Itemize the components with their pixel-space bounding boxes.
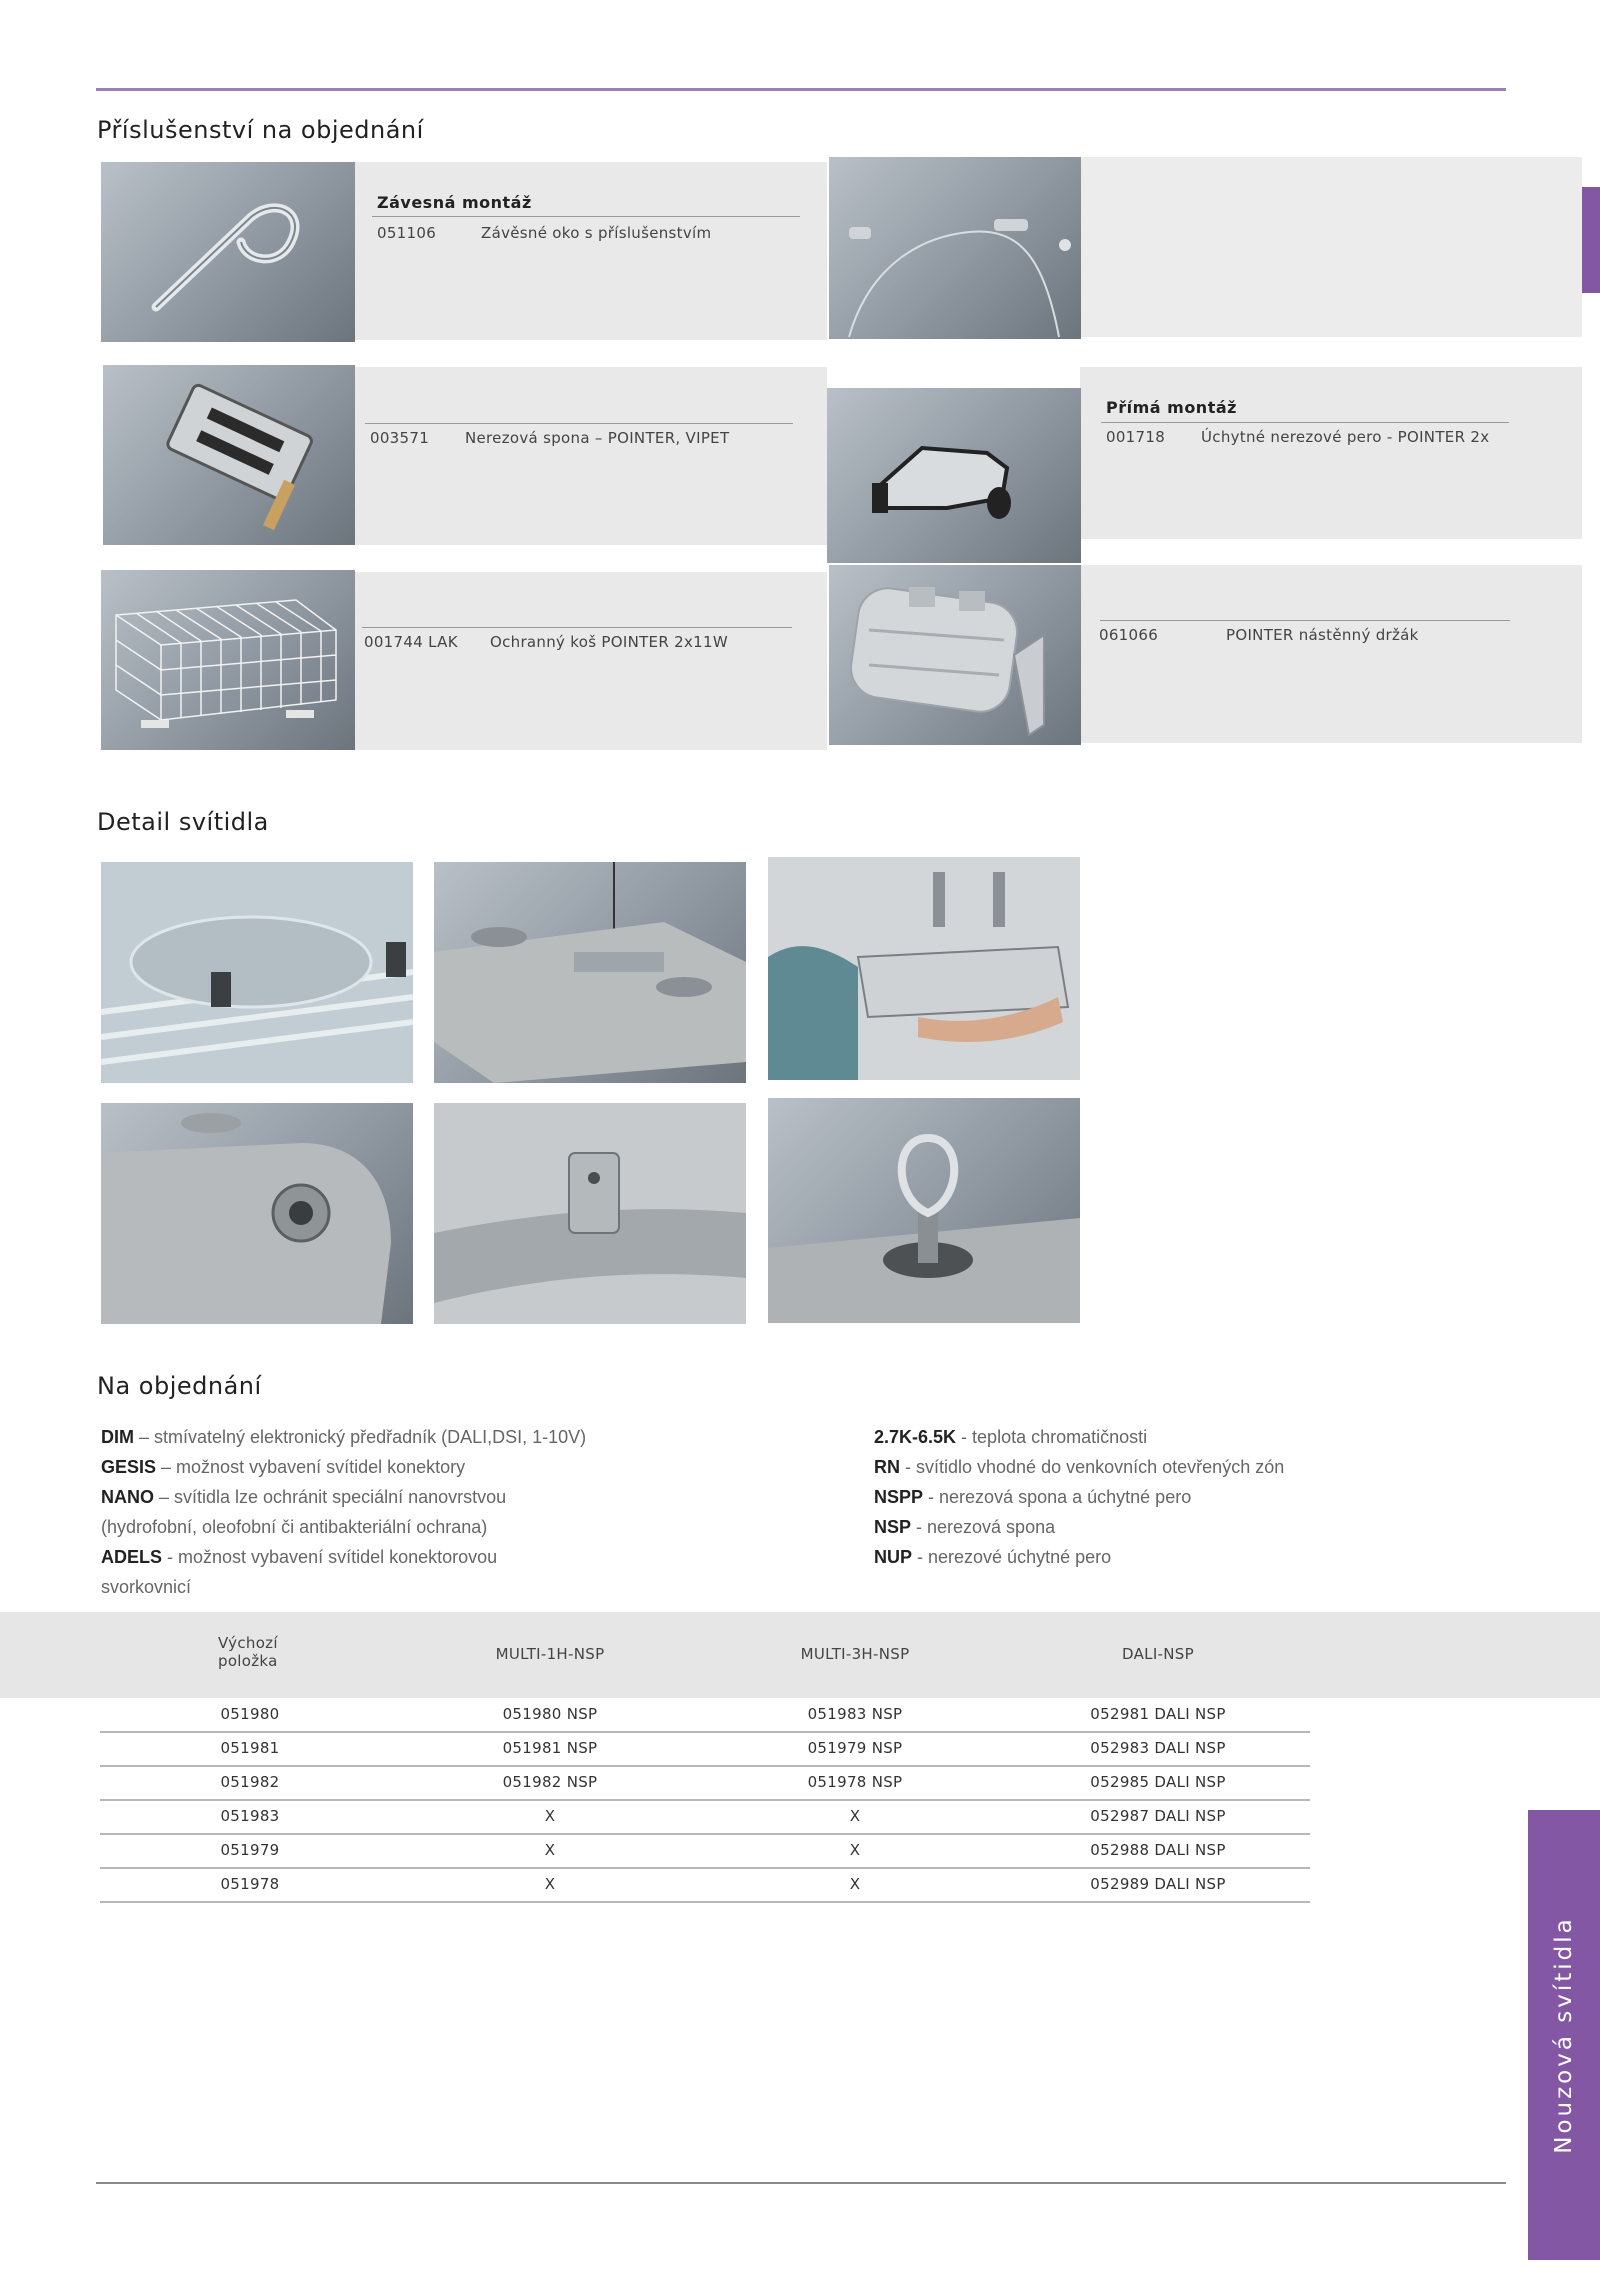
table-cell: 051978 — [220, 1875, 280, 1893]
legend-item: RN - svítidlo vhodné do venkovních otevřených zón — [874, 1457, 1285, 1477]
header-default-item: Výchozí položka — [218, 1634, 278, 1670]
photo-wall-bracket — [829, 565, 1081, 745]
table-cell: 051980 — [220, 1705, 280, 1723]
photo-suspension-eye — [101, 162, 355, 342]
accessory-band — [355, 162, 827, 340]
item-code: 001744 LAK — [364, 633, 458, 651]
bottom-rule — [96, 2182, 1506, 2184]
divider — [1100, 620, 1510, 621]
table-cell: 052988 DALI NSP — [1090, 1841, 1226, 1859]
table-header — [0, 1612, 1600, 1698]
detail-photo-4 — [101, 1103, 413, 1324]
detail-photo-3 — [768, 857, 1080, 1080]
table-row — [100, 1867, 1310, 1903]
photo-protective-basket — [101, 570, 355, 750]
table-row — [100, 1765, 1310, 1801]
legend-item: ADELS - možnost vybavení svítidel konektorovou — [101, 1547, 498, 1567]
table-cell: 051982 — [220, 1773, 280, 1791]
table-row — [100, 1833, 1310, 1869]
detail-photo-2 — [434, 862, 746, 1083]
detail-photo-6 — [768, 1098, 1080, 1323]
item-name: Nerezová spona – POINTER, VIPET — [465, 429, 730, 447]
accessory-band — [355, 572, 827, 750]
table-cell: 051981 NSP — [502, 1739, 598, 1757]
table-cell: 051983 NSP — [807, 1705, 903, 1723]
table-cell: 052985 DALI NSP — [1090, 1773, 1226, 1791]
item-code: 003571 — [370, 429, 430, 447]
accessory-band — [1080, 157, 1582, 337]
table-cell: 052981 DALI NSP — [1090, 1705, 1226, 1723]
table-cell: X — [544, 1875, 556, 1893]
accessories-heading: Příslušenství na objednání — [97, 116, 424, 144]
table-row — [100, 1731, 1310, 1767]
legend-item: svorkovnicí — [101, 1577, 192, 1597]
detail-heading: Detail svítidla — [97, 808, 269, 836]
legend-item: 2.7K-6.5K - teplota chromatičnosti — [874, 1427, 1148, 1447]
item-code: 051106 — [377, 224, 437, 242]
table-cell: 051980 NSP — [502, 1705, 598, 1723]
side-tab-label: Nouzová svítidla — [1551, 1916, 1577, 2154]
item-code: 001718 — [1106, 428, 1166, 446]
table-cell: 052983 DALI NSP — [1090, 1739, 1226, 1757]
detail-photo-5 — [434, 1103, 746, 1324]
photo-spring-clip — [827, 388, 1081, 563]
header-dali: DALI-NSP — [1122, 1645, 1194, 1663]
item-name: Ochranný koš POINTER 2x11W — [490, 633, 728, 651]
side-tab-section[interactable] — [1528, 1810, 1600, 2260]
divider — [362, 627, 792, 628]
divider — [1101, 422, 1509, 423]
photo-suspension-cable — [829, 157, 1081, 339]
legend-item: DIM – stmívatelný elektronický předřadník (DALI,DSI, 1-10V) — [101, 1427, 587, 1447]
table-cell: 051983 — [220, 1807, 280, 1825]
legend-item: NUP - nerezové úchytné pero — [874, 1547, 1112, 1567]
divider — [365, 423, 793, 424]
legend-left — [101, 1422, 721, 1602]
table-row — [100, 1799, 1310, 1835]
legend-item: GESIS – možnost vybavení svítidel konektory — [101, 1457, 466, 1477]
table-cell: 052987 DALI NSP — [1090, 1807, 1226, 1825]
table-cell: 051981 — [220, 1739, 280, 1757]
accessory-band — [1080, 367, 1582, 539]
header-multi-1h: MULTI-1H-NSP — [495, 1645, 605, 1663]
legend-right — [874, 1422, 1494, 1572]
detail-photo-1 — [101, 862, 413, 1083]
item-name: Závěsné oko s příslušenstvím — [481, 224, 712, 242]
table-cell: 051978 NSP — [807, 1773, 903, 1791]
item-name: Úchytné nerezové pero - POINTER 2x — [1201, 428, 1490, 446]
table-cell: X — [849, 1807, 861, 1825]
direct-mount-title: Přímá montáž — [1106, 398, 1237, 417]
table-cell: 051979 — [220, 1841, 280, 1859]
legend-item: NSPP - nerezová spona a úchytné pero — [874, 1487, 1192, 1507]
accessory-band — [355, 367, 827, 545]
top-rule — [96, 88, 1506, 91]
table-row — [100, 1697, 1310, 1733]
order-heading: Na objednání — [97, 1372, 262, 1400]
legend-item: (hydrofobní, oleofobní či antibakteriální ochrana) — [101, 1517, 488, 1537]
legend-item: NSP - nerezová spona — [874, 1517, 1056, 1537]
item-name: POINTER nástěnný držák — [1226, 626, 1419, 644]
table-cell: 051979 NSP — [807, 1739, 903, 1757]
item-code: 061066 — [1099, 626, 1159, 644]
photo-stainless-clip — [103, 365, 355, 545]
table-cell: 052989 DALI NSP — [1090, 1875, 1226, 1893]
divider — [372, 216, 800, 217]
accessory-band — [1080, 565, 1582, 743]
table-cell: X — [849, 1875, 861, 1893]
table-cell: X — [849, 1841, 861, 1859]
suspended-mount-title: Závesná montáž — [377, 193, 532, 212]
table-cell: 051982 NSP — [502, 1773, 598, 1791]
table-cell: X — [544, 1807, 556, 1825]
legend-item: NANO – svítidla lze ochránit speciální nanovrstvou — [101, 1487, 507, 1507]
header-multi-3h: MULTI-3H-NSP — [800, 1645, 910, 1663]
table-cell: X — [544, 1841, 556, 1859]
